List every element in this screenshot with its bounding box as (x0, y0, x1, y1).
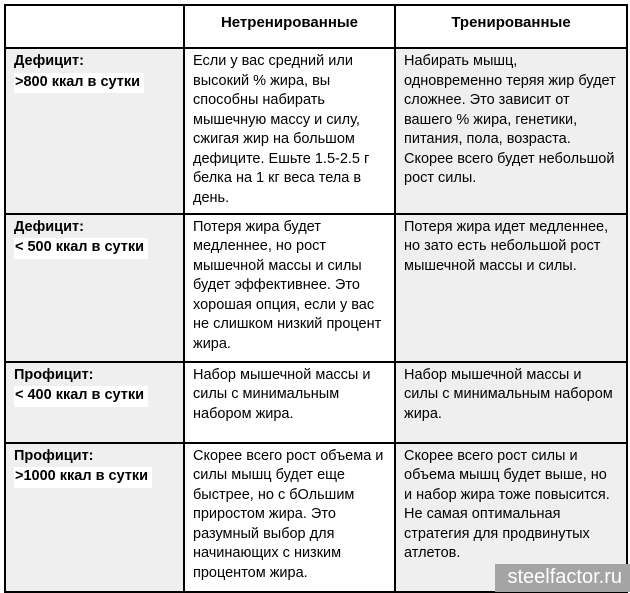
row-label-value: < 500 ккал в сутки (14, 238, 148, 259)
row-label-title: Дефицит: (14, 53, 84, 69)
watermark-steelfactor: steelfactor.ru (495, 564, 630, 592)
untrained-cell: Если у вас средний или высокий % жира, вы способны набирать мышечную массу и силу, сжигая жир на большом дефиците. Ешьте 1.5-2.5 г белка на 1 кг веса тела в день. (184, 48, 395, 214)
calorie-strategy-table-wrap (4, 4, 628, 593)
header-trained: Тренированные (395, 5, 627, 48)
row-label-value: >800 ккал в сутки (14, 73, 144, 94)
trained-cell: Потеря жира идет медленнее, но зато есть небольшой рост мышечной массы и силы. (395, 214, 627, 362)
row-label-cell (5, 214, 184, 362)
header-row (5, 5, 627, 48)
table-row (5, 48, 627, 214)
calorie-strategy-table (4, 4, 628, 593)
row-label-title: Профицит: (14, 447, 94, 464)
trained-cell: Набор мышечной массы и силы с минимальным набором жира. (395, 362, 627, 443)
trained-cell: Набирать мышц, одновременно теряя жир будет сложнее. Это зависит от вашего % жира, генетики, питания, пола, возраста. Скорее всего будет небольшой рост силы. (395, 48, 627, 214)
header-corner-cell (5, 5, 184, 48)
header-untrained: Нетренированные (184, 5, 395, 48)
trained-cell: Скорее всего рост силы и объема мышц будет выше, но и набор жира тоже повысится. Не самая оптимальная стратегия для продвинутых атлетов. (395, 443, 627, 592)
table-row (5, 362, 627, 443)
untrained-cell: Набор мышечной массы и силы с минимальным набором жира. (184, 362, 395, 443)
row-label-value: < 400 ккал в сутки (14, 386, 148, 407)
row-label-cell (5, 362, 184, 443)
row-label-value: >1000 ккал в сутки (14, 467, 152, 488)
row-label-cell (5, 48, 184, 214)
row-label-cell (5, 443, 184, 592)
untrained-cell: Скорее всего рост объема и силы мышц будет еще быстрее, но с бОльшим приростом жира. Это разумный выбор для начинающих с низким процентом жира. (184, 443, 395, 592)
row-label-title: Профицит: (14, 366, 94, 383)
row-label-title: Дефицит: (14, 218, 84, 235)
table-row (5, 214, 627, 362)
untrained-cell: Потеря жира будет медленнее, но рост мышечной массы и силы будет эффективнее. Это хорошая опция, если у вас не слишком низкий процент жира. (184, 214, 395, 362)
